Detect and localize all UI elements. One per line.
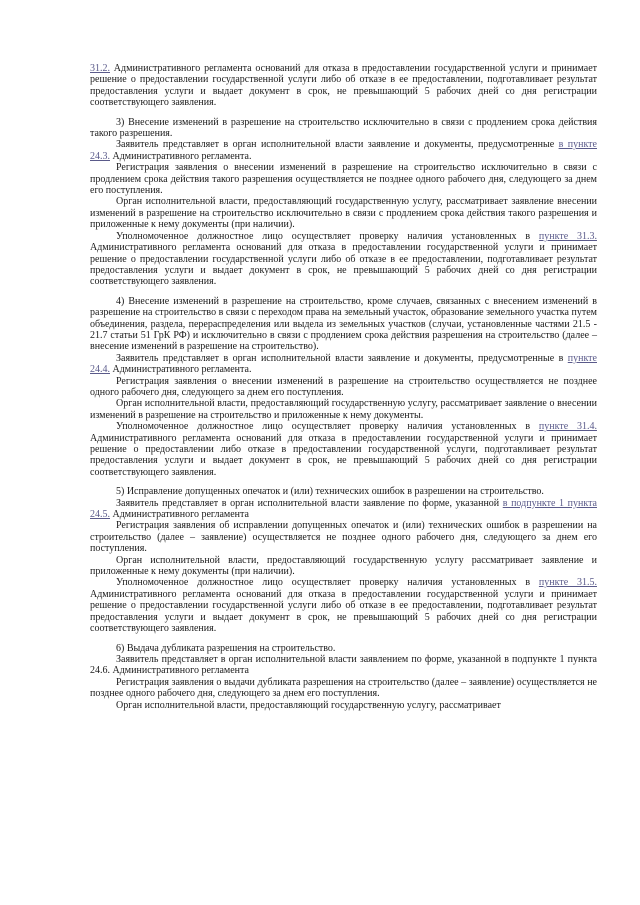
paragraph (90, 677, 597, 700)
paragraph-text: Административного регламента (110, 509, 249, 521)
paragraph-text: Заявитель представляет в орган исполнительной власти заявление и документы, предусмотренные в (116, 352, 568, 364)
paragraph-text: Административного регламента. (110, 364, 252, 376)
paragraph-text: Регистрация заявления о внесении изменений в разрешение на строительство исключительно в связи с продлением срока действия такого разрешения осуществляется не позднее одного рабочего дня, следующего за днем его поступления. (90, 162, 597, 197)
cross-reference-link[interactable]: пункте 24.4. (90, 352, 597, 376)
document-body (90, 63, 597, 711)
paragraph (90, 162, 597, 196)
paragraph (90, 376, 597, 399)
paragraph (90, 700, 597, 711)
cross-reference-link[interactable]: пункте 31.5. (538, 577, 597, 589)
paragraph (90, 555, 597, 578)
paragraph-text: Регистрация заявления о выдачи дубликата разрешения на строительство (далее – заявление) осуществляется не позднее одного рабочего дня, следующего за днем его поступления. (90, 676, 597, 700)
paragraph-text: 5) Исправление допущенных опечаток и (или) технических ошибок в разрешении на строительство. (116, 486, 544, 498)
paragraph-text: Заявитель представляет в орган исполнительной власти заявление по форме, указанной (116, 497, 503, 509)
paragraph-text: Уполномоченное должностное лицо осуществляет проверку наличия установленных в (116, 230, 539, 242)
paragraph-text: Орган исполнительной власти, предоставляющий государственную услугу, рассматривает заявление внесении изменений в разрешение на строительство исключительно в связи с продлением срока действия такого разрешения и приложенные к нему документы (при наличии). (90, 196, 597, 231)
paragraph (90, 117, 597, 140)
paragraph (90, 520, 597, 554)
paragraph-text: Орган исполнительной власти, предоставляющий государственную услугу рассматривает заявление и приложенные к нему документы (при наличии). (90, 554, 597, 578)
paragraph (90, 63, 597, 109)
paragraph-text: Административного регламента оснований для отказа в предоставлении государственной услуги и принимает решение о предоставлении государственной услуги либо об отказе в ее предоставлении, подготавливает результат предоставления услуги и выдает документ в срок, не превышающий 5 рабочих дней со дня регистрации соответствующего заявления. (90, 242, 597, 288)
paragraph-text: 4) Внесение изменений в разрешение на строительство, кроме случаев, связанных с внесением изменений в разрешение на строительство в связи с переходом права на земельный участок, образование земельного участка путем объединения, раздела, перераспределения или выдела из земельных участков (случаи, установленные частями 21.5 - 21.7 статьи 51 ГрК РФ) и исключительно в связи с продлением срока действия разрешения на строительство (далее – внесение изменений в разрешение на строительство). (90, 295, 597, 353)
cross-reference-link[interactable]: в подпункте 1 пункта 24.5. (90, 497, 597, 521)
paragraph-text: 6) Выдача дубликата разрешения на строительство. (116, 642, 336, 654)
paragraph (90, 654, 597, 677)
paragraph (90, 231, 597, 288)
paragraph (90, 577, 597, 634)
paragraph-text: Административного регламента оснований для отказа в предоставлении государственной услуги и принимает решение о предоставлении либо отказе в предоставлении государственной услуги, подготавливает результат предоставления услуги и выдает документ в срок, не превышающий 5 рабочих дней со дня регистрации соответствующего заявления. (90, 432, 597, 478)
paragraph-text: Заявитель представляет в орган исполнительной власти заявлением по форме, указанной в подпункте 1 пункта 24.6. Административного регламента (90, 653, 597, 677)
paragraph (90, 296, 597, 353)
paragraph-text: Заявитель представляет в орган исполнительной власти заявление и документы, предусмотренные (116, 139, 559, 151)
paragraph (90, 398, 597, 421)
cross-reference-link[interactable]: пункте 31.3. (538, 230, 597, 242)
paragraph-text: 3) Внесение изменений в разрешение на строительство исключительно в связи с продлением срока действия такого разрешения. (90, 116, 597, 140)
paragraph (90, 498, 597, 521)
paragraph-text: Регистрация заявления об исправлении допущенных опечаток и (или) технических ошибок в разрешении на строительство (далее – заявление) осуществляется не позднее одного рабочего дня, следующего за днем его поступления. (90, 520, 597, 555)
paragraph-text: Административного регламента. (110, 150, 252, 162)
paragraph-text: Административного регламента оснований для отказа в предоставлении государственной услуги и принимает решение о предоставлении государственной услуги либо об отказе в ее предоставлении, подготавливает результат предоставления услуги и выдает документ в срок, не превышающий 5 рабочих дней со дня регистрации соответствующего заявления. (90, 588, 597, 635)
paragraph-text: Административного регламента оснований для отказа в предоставлении государственной услуги и принимает решение о предоставлении государственной услуги либо об отказе в ее предоставлении, подготавливает результат предоставления услуги и выдает документ в срок, не превышающий 5 рабочих дней со дня регистрации соответствующего заявления. (90, 63, 597, 109)
paragraph (90, 353, 597, 376)
cross-reference-link[interactable]: в пункте 24.3. (90, 139, 597, 162)
paragraph-text: Орган исполнительной власти, предоставляющий государственную услугу, рассматривает (116, 699, 501, 711)
cross-reference-link[interactable]: 31.2. (90, 63, 110, 74)
paragraph (90, 196, 597, 230)
paragraph (90, 421, 597, 478)
paragraph-text: Орган исполнительной власти, предоставляющий государственную услугу, рассматривает заявление о внесении изменений в разрешение на строительство и приложенные к нему документы. (90, 398, 597, 421)
paragraph-text: Уполномоченное должностное лицо осуществляет проверку наличия установленных в (116, 577, 539, 589)
paragraph-text: Уполномоченное должностное лицо осуществляет проверку наличия установленных в (116, 421, 539, 433)
cross-reference-link[interactable]: пункте 31.4. (538, 421, 597, 433)
paragraph (90, 486, 597, 497)
paragraph-text: Регистрация заявления о внесении изменений в разрешение на строительство осуществляется не позднее одного рабочего дня, следующего за днем его поступления. (90, 375, 597, 398)
paragraph (90, 139, 597, 162)
paragraph (90, 643, 597, 654)
